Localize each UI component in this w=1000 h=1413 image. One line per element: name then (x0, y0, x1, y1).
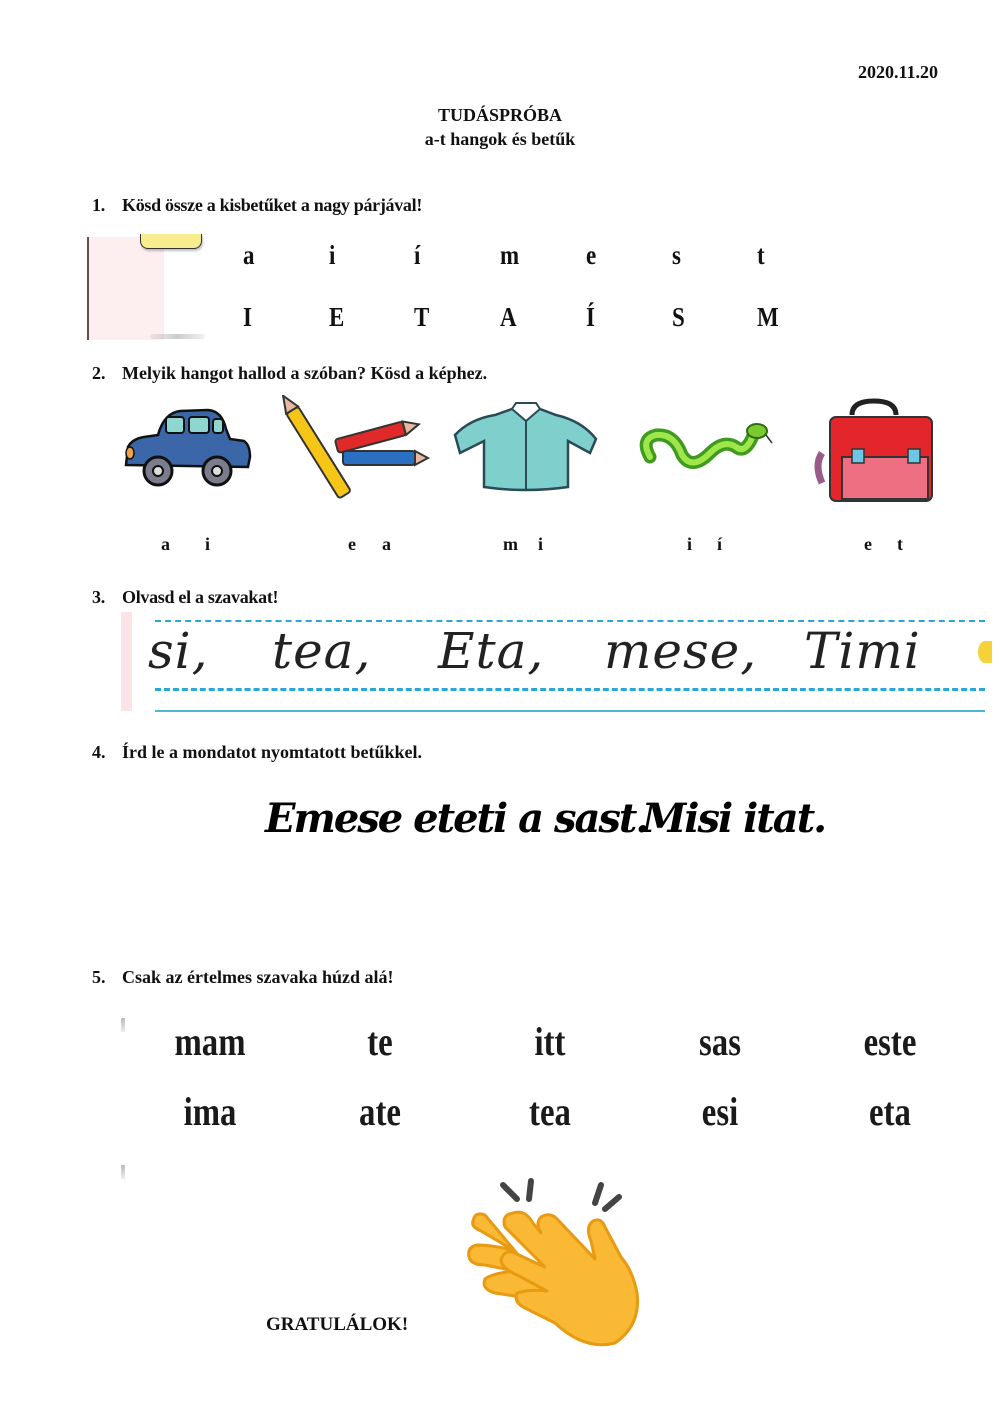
guide-line-middle (155, 688, 985, 691)
task-2-instruction (92, 363, 487, 384)
option-letter[interactable]: e (864, 534, 872, 554)
task-number: 5. (92, 967, 106, 987)
word[interactable]: eta (869, 1089, 911, 1134)
sticky-tab-decoration (140, 234, 202, 249)
letter-uppercase[interactable]: S (671, 302, 685, 332)
letter-lowercase[interactable]: a (243, 240, 255, 270)
guide-line-base (155, 710, 985, 712)
task-1-instruction (92, 195, 422, 216)
task-3-instruction (92, 587, 278, 608)
car-icon[interactable] (118, 395, 253, 505)
page-subtitle: a-t hangok és betűk (424, 129, 576, 149)
option-letter[interactable]: e (348, 534, 356, 554)
word-row (125, 1088, 975, 1158)
letter-lowercase[interactable]: s (671, 240, 681, 270)
yellow-circle-decoration (978, 641, 992, 663)
letter-lowercase[interactable]: i (328, 240, 336, 270)
instruction-text: Írd le a mondatot nyomtatott betűkkel. (122, 742, 422, 762)
word[interactable]: mam (174, 1019, 246, 1064)
page-title: TUDÁSPRÓBA (437, 105, 562, 125)
word[interactable]: te (367, 1019, 393, 1064)
image-edge-decoration (121, 1165, 125, 1179)
letter-uppercase[interactable]: M (757, 302, 779, 332)
page-margin-decoration (121, 612, 132, 711)
task-number: 3. (92, 587, 105, 607)
pencils-icon[interactable] (275, 395, 430, 505)
congratulations-text: GRATULÁLOK! (266, 1314, 409, 1335)
cursive-word: si, (148, 622, 209, 680)
schoolbag-icon[interactable] (812, 395, 937, 505)
letter-lowercase[interactable]: í (414, 240, 421, 270)
shirt-icon[interactable] (450, 395, 600, 505)
word[interactable]: ima (183, 1089, 237, 1134)
word[interactable]: sas (699, 1019, 741, 1064)
uppercase-letters-row (243, 302, 843, 333)
option-letter[interactable]: i (205, 534, 211, 554)
letter-uppercase[interactable]: E (328, 302, 345, 332)
word-grid (125, 1018, 975, 1158)
letter-uppercase[interactable]: A (500, 302, 517, 332)
option-letter[interactable]: í (717, 534, 723, 554)
option-letter[interactable]: a (161, 534, 170, 554)
cursive-word: tea, (272, 622, 372, 680)
page-margin-decoration (87, 237, 164, 340)
word[interactable]: tea (529, 1089, 571, 1134)
letter-lowercase[interactable]: t (757, 240, 765, 270)
letter-lowercase[interactable]: e (585, 240, 597, 270)
word[interactable]: ate (359, 1089, 401, 1134)
cursive-word: Timi (804, 622, 921, 680)
letter-uppercase[interactable]: T (414, 302, 430, 332)
instruction-text: Melyik hangot hallod a szóban? Kösd a képhez. (122, 363, 488, 383)
option-letter[interactable]: i (538, 534, 544, 554)
clapping-hands-icon (455, 1175, 645, 1365)
letter-uppercase[interactable]: I (243, 302, 252, 332)
cursive-word: Eta, (438, 622, 545, 680)
cursive-word: mese, (604, 622, 758, 680)
syllable-options (0, 534, 1000, 558)
instruction-text: Olvasd el a szavakat! (122, 587, 279, 607)
task-number: 1. (92, 195, 105, 215)
instruction-text: Csak az értelmes szavaka húzd alá! (122, 967, 394, 987)
letter-uppercase[interactable]: Í (585, 302, 595, 332)
task-number: 4. (92, 742, 106, 762)
task-number: 2. (92, 363, 106, 383)
task-5-instruction (92, 967, 393, 988)
script-sentence: Emese eteti a sast. (265, 795, 648, 842)
word-row (125, 1018, 975, 1088)
word[interactable]: este (863, 1019, 917, 1064)
option-letter[interactable]: t (897, 534, 903, 554)
word[interactable]: esi (701, 1089, 739, 1134)
word[interactable]: itt (534, 1019, 566, 1064)
snake-icon[interactable] (630, 395, 775, 505)
shadow-decoration (150, 334, 205, 339)
option-letter[interactable]: i (687, 534, 693, 554)
script-sentence: Misi itat. (642, 795, 826, 842)
date: 2020.11.20 (857, 62, 938, 82)
instruction-text: Kösd össze a kisbetűket a nagy párjával! (122, 195, 423, 215)
option-letter[interactable]: m (503, 534, 518, 554)
letter-lowercase[interactable]: m (500, 240, 520, 270)
lowercase-letters-row (243, 240, 843, 271)
task-4-instruction (92, 742, 422, 763)
option-letter[interactable]: a (382, 534, 391, 554)
